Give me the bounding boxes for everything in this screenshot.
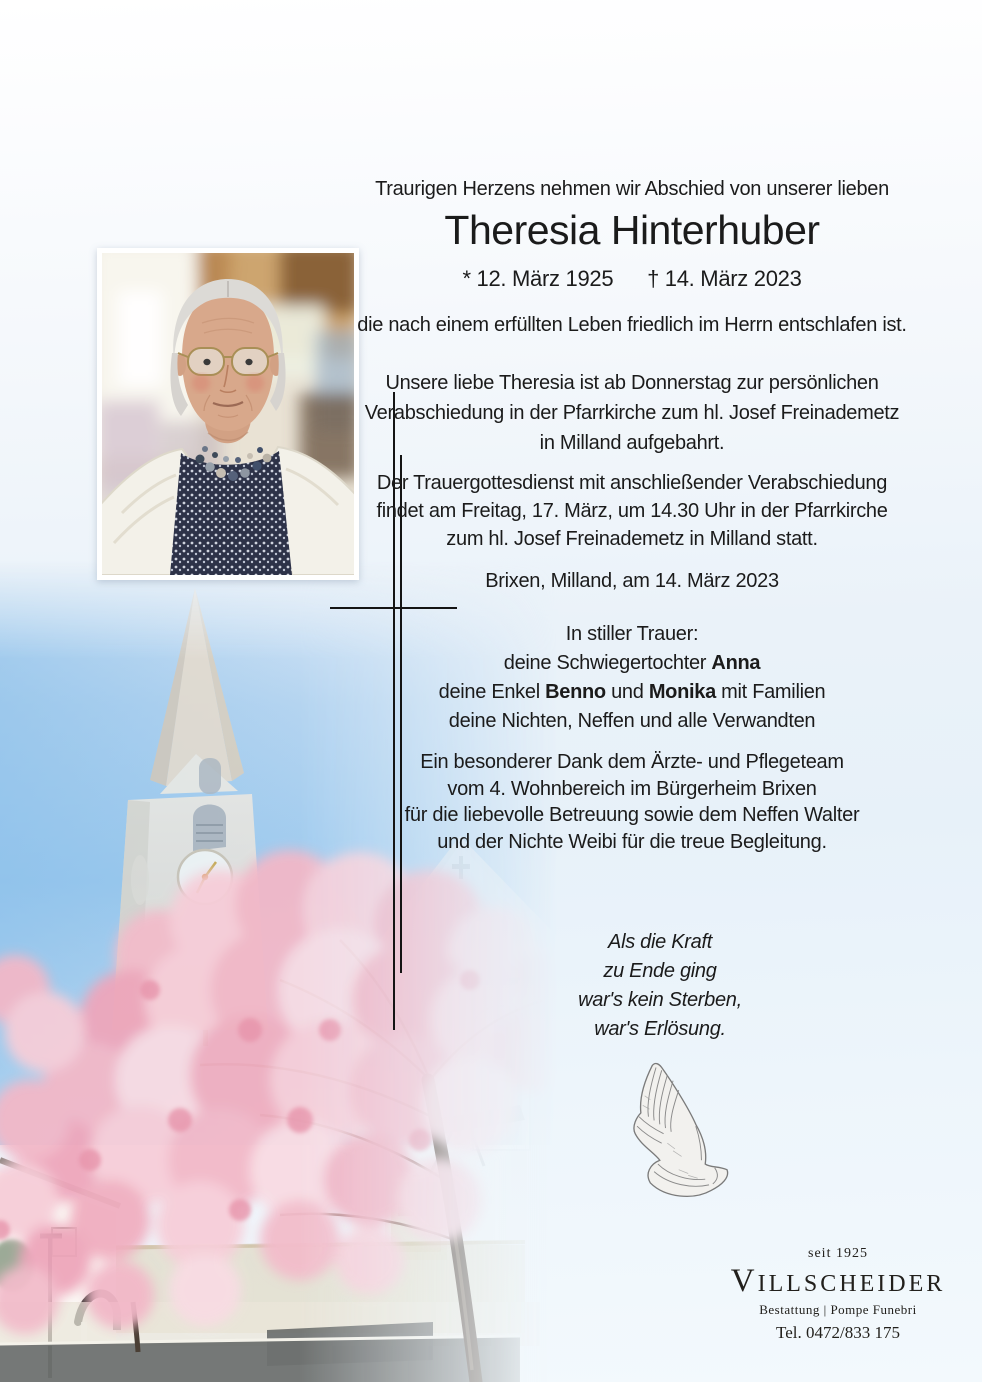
passing-line: die nach einem erfüllten Leben friedlich im Herrn entschlafen ist.	[357, 314, 907, 336]
mourner-name: Anna	[711, 652, 761, 674]
mourner-text: deine Enkel	[438, 681, 546, 703]
mourner-text: deine Schwiegertochter	[503, 652, 712, 674]
mourners-heading: In stiller Trauer:	[565, 623, 699, 645]
laying-out-paragraph	[282, 368, 982, 458]
birth-date: * 12. März 1925	[462, 266, 614, 291]
mourner-line: deine Nichten, Neffen und alle Verwandten	[448, 710, 816, 732]
paragraph-line: findet am Freitag, 17. März, um 14.30 Uhr in der Pfarrkirche	[376, 500, 888, 522]
paragraph-line: in Milland aufgebahrt.	[539, 432, 725, 454]
poem-line: war's kein Sterben,	[578, 989, 742, 1011]
paragraph-line: Ein besonderer Dank dem Ärzte- und Pflegeteam	[420, 751, 844, 773]
mourners-block	[282, 620, 982, 736]
paragraph-line: vom 4. Wohnbereich im Bürgerheim Brixen	[447, 777, 817, 800]
cross-horizontal-line	[330, 607, 457, 609]
logo-subtitle: Bestattung | Pompe Funebri	[759, 1302, 917, 1317]
mourner-text: mit Familien	[715, 681, 826, 703]
place-and-date-line: Brixen, Milland, am 14. März 2023	[485, 570, 779, 592]
mourner-line	[282, 649, 982, 678]
funeral-home-logo	[713, 1246, 963, 1343]
poem-line: Als die Kraft	[608, 931, 712, 953]
poem-block	[310, 928, 982, 1044]
logo-name: VILLSCHEIDER	[730, 1263, 946, 1299]
mourner-line	[282, 678, 982, 707]
life-dates	[282, 266, 982, 292]
praying-hands-graphic	[612, 1058, 736, 1200]
death-date: † 14. März 2023	[647, 266, 802, 291]
paragraph-line: Unsere liebe Theresia ist ab Donnerstag zur persönlichen	[385, 372, 879, 394]
paragraph-line: für die liebevolle Betreuung sowie dem Neffen Walter	[404, 804, 860, 826]
mourner-text: und	[605, 681, 649, 703]
praying-hands-icon	[612, 1058, 736, 1200]
paragraph-line: zum hl. Josef Freinademetz in Milland statt.	[446, 528, 818, 550]
logo-phone: Tel. 0472/833 175	[776, 1323, 900, 1342]
intro-line: Traurigen Herzens nehmen wir Abschied von unserer lieben	[375, 178, 889, 200]
funeral-service-paragraph	[282, 469, 982, 553]
poem-line: zu Ende ging	[603, 960, 717, 982]
mourner-name: Monika	[648, 681, 716, 703]
paragraph-line: und der Nichte Weibi für die treue Begleitung.	[437, 830, 827, 853]
thanks-paragraph	[282, 749, 982, 855]
poem-line: war's Erlösung.	[594, 1018, 726, 1040]
logo-since: seit 1925	[808, 1246, 868, 1261]
paragraph-line: Der Trauergottesdienst mit anschließender Verabschiedung	[376, 472, 888, 494]
deceased-name: Theresia Hinterhuber	[444, 207, 820, 253]
paragraph-line: Verabschiedung in der Pfarrkirche zum hl. Josef Freinademetz	[364, 402, 900, 424]
mourner-name: Benno	[545, 681, 606, 703]
